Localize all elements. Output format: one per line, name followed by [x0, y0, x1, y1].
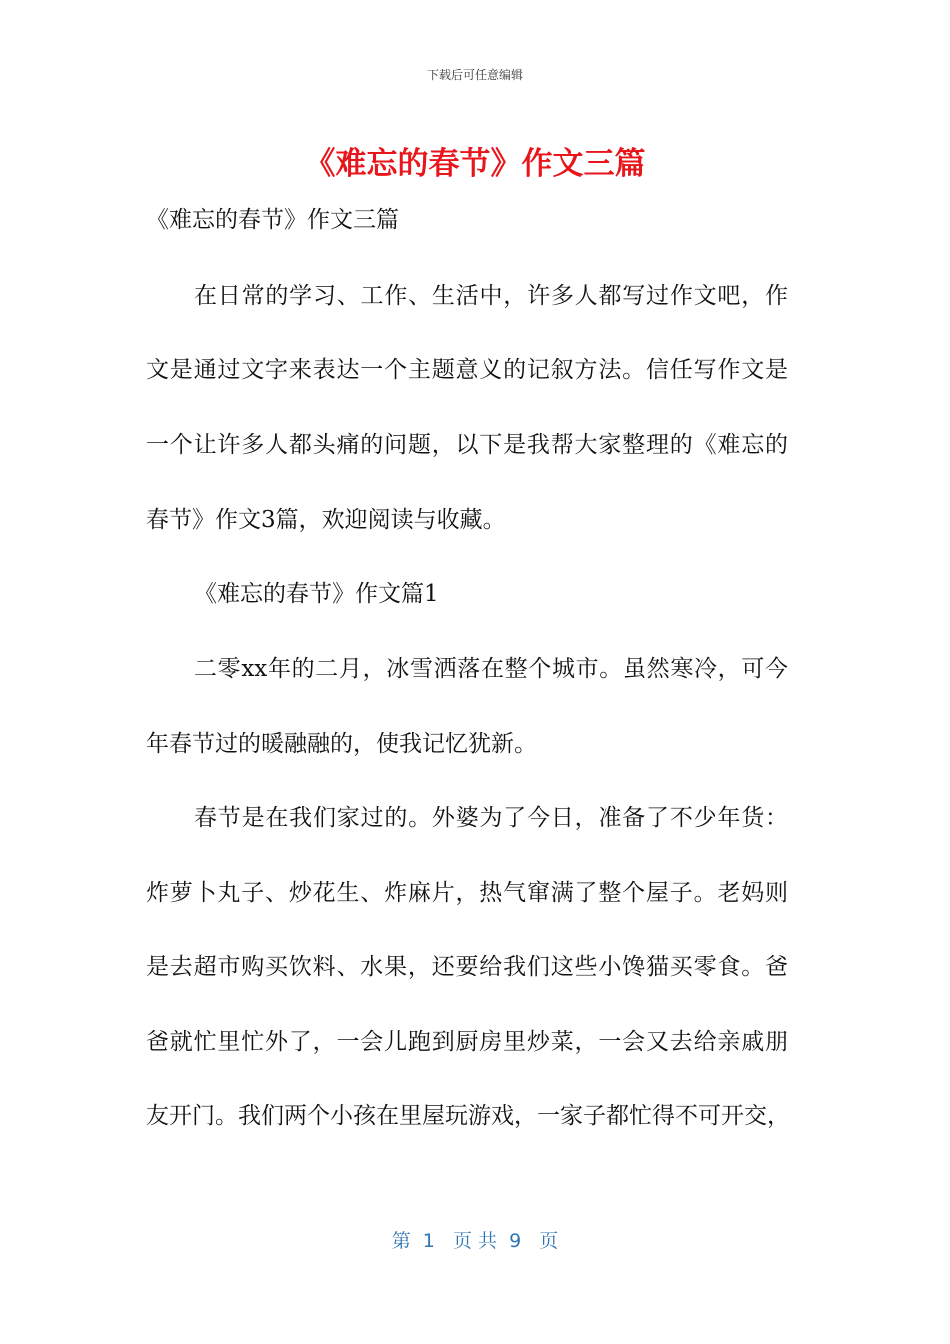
page-number-footer: 第 1 页 共 9 页: [391, 1230, 559, 1252]
paragraph-line: 年春节过的暖融融的，使我记忆犹新。: [146, 731, 537, 757]
paragraph-line: 文是通过文字来表达一个主题意义的记叙方法。信任写作文是: [146, 357, 788, 383]
section-heading: 《难忘的春节》作文篇1: [194, 581, 439, 607]
subtitle-line: 《难忘的春节》作文三篇: [146, 207, 399, 233]
paragraph-line: 春节》作文3篇，欢迎阅读与收藏。: [146, 507, 506, 533]
paragraph-line: 春节是在我们家过的。外婆为了今日，准备了不少年货：: [194, 805, 788, 831]
page-header-note: 下载后可任意编辑: [426, 68, 523, 82]
paragraph-line: 在日常的学习、工作、生活中，许多人都写过作文吧，作: [194, 283, 788, 309]
paragraph-line: 爸就忙里忙外了，一会儿跑到厨房里炒菜，一会又去给亲戚朋: [146, 1029, 788, 1055]
paragraph-line: 一个让许多人都头痛的问题，以下是我帮大家整理的《难忘的: [146, 432, 788, 458]
paragraph-line: 友开门。我们两个小孩在里屋玩游戏，一家子都忙得不可开交，: [146, 1103, 790, 1129]
paragraph-line: 是去超市购买饮料、水果，还要给我们这些小馋猫买零食。爸: [146, 954, 788, 980]
document-title: 《难忘的春节》作文三篇: [304, 146, 646, 182]
paragraph-line: 炸萝卜丸子、炒花生、炸麻片，热气窜满了整个屋子。老妈则: [146, 880, 788, 906]
paragraph-line: 二零xx年的二月，冰雪洒落在整个城市。虽然寒冷，可今: [194, 656, 788, 682]
